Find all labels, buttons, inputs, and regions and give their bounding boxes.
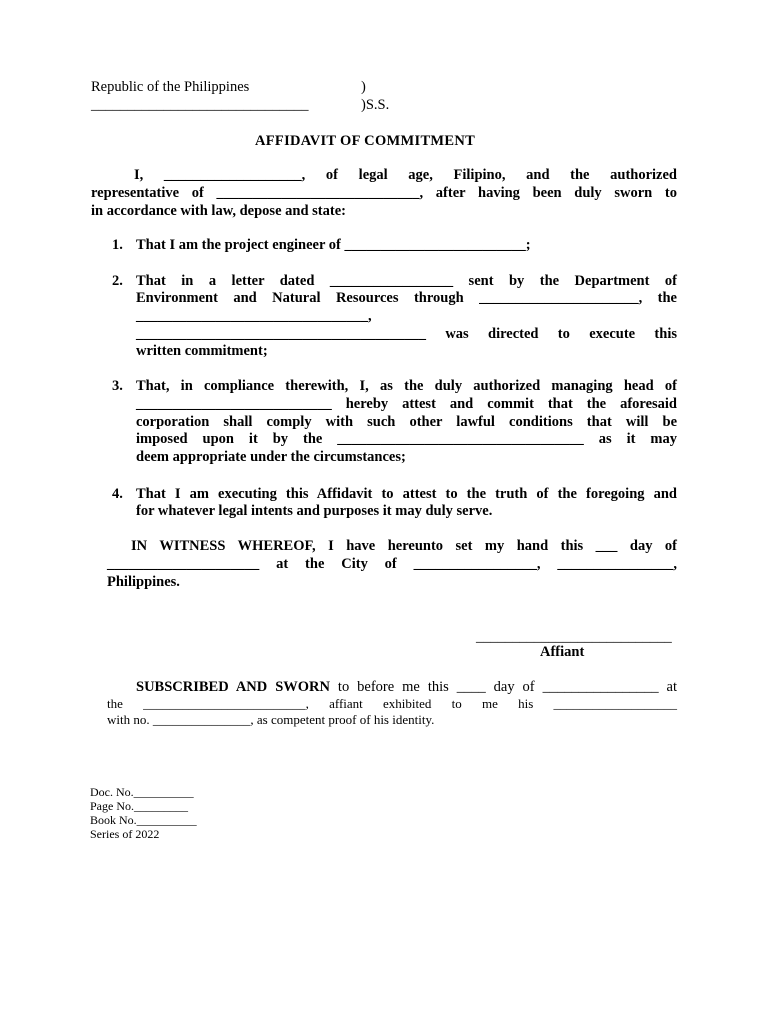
affiant-label: Affiant (540, 644, 585, 660)
doc-no: Doc. No.__________ (90, 785, 194, 799)
item-3-line-4: imposed upon it by the __________________________________ as it may (136, 431, 677, 447)
item-3-number: 3. (112, 378, 123, 394)
subscribed-line-2: the _________________________, affiant exhibited to me his ___________________ (107, 696, 677, 711)
affiant-signature-line: ___________________________ (476, 629, 672, 645)
item-2-line-5: written commitment; (136, 343, 268, 359)
item-2-line-3: ________________________________, (136, 308, 372, 324)
republic-label: Republic of the Philippines (91, 79, 250, 95)
subscribed-line-1-rest: to before me this ____ day of ________________ at (329, 679, 678, 695)
subscribed-line-1 (136, 679, 677, 697)
series-of: Series of 2022 (90, 827, 160, 841)
subscribed-line-3: with no. _______________, as competent proof of his identity. (107, 712, 435, 727)
book-no: Book No.__________ (90, 813, 197, 827)
item-3-line-5: deem appropriate under the circumstances; (136, 449, 406, 465)
item-1-number: 1. (112, 237, 123, 253)
header-blank: ______________________________ (91, 97, 309, 113)
intro-line-2: representative of ____________________________, after having been duly sworn to (91, 185, 677, 201)
witness-line-1: IN WITNESS WHEREOF, I have hereunto set my hand this ___ day of (131, 538, 677, 554)
item-1-line-1: That I am the project engineer of _________________________; (136, 237, 531, 253)
item-3-line-2: ___________________________ hereby attest and commit that the aforesaid (136, 396, 677, 412)
item-3-line-3: corporation shall comply with such other lawful conditions that will be (136, 414, 677, 430)
item-2-line-1: That in a letter dated _________________ sent by the Department of (136, 273, 677, 289)
intro-line-1: I, ___________________, of legal age, Filipino, and the authorized (134, 167, 677, 183)
header-paren: ) (361, 79, 366, 95)
document-title: AFFIDAVIT OF COMMITMENT (255, 133, 476, 149)
item-2-line-4: ________________________________________ was directed to execute this (136, 326, 677, 342)
item-3-line-1: That, in compliance therewith, I, as the duly authorized managing head of (136, 378, 677, 394)
intro-line-3: in accordance with law, depose and state: (91, 203, 346, 219)
subscribed-heading: SUBSCRIBED AND SWORN (136, 679, 330, 695)
item-2-number: 2. (112, 273, 123, 289)
witness-line-3: Philippines. (107, 574, 180, 590)
item-4-number: 4. (112, 486, 123, 502)
item-4-line-2: for whatever legal intents and purposes it may duly serve. (136, 503, 493, 519)
witness-line-2: _____________________ at the City of _________________, ________________, (107, 556, 677, 572)
ss-label: )S.S. (361, 97, 390, 113)
item-2-line-2: Environment and Natural Resources through ______________________, the (136, 290, 677, 306)
page-no: Page No._________ (90, 799, 188, 813)
item-4-line-1: That I am executing this Affidavit to attest to the truth of the foregoing and (136, 486, 677, 502)
